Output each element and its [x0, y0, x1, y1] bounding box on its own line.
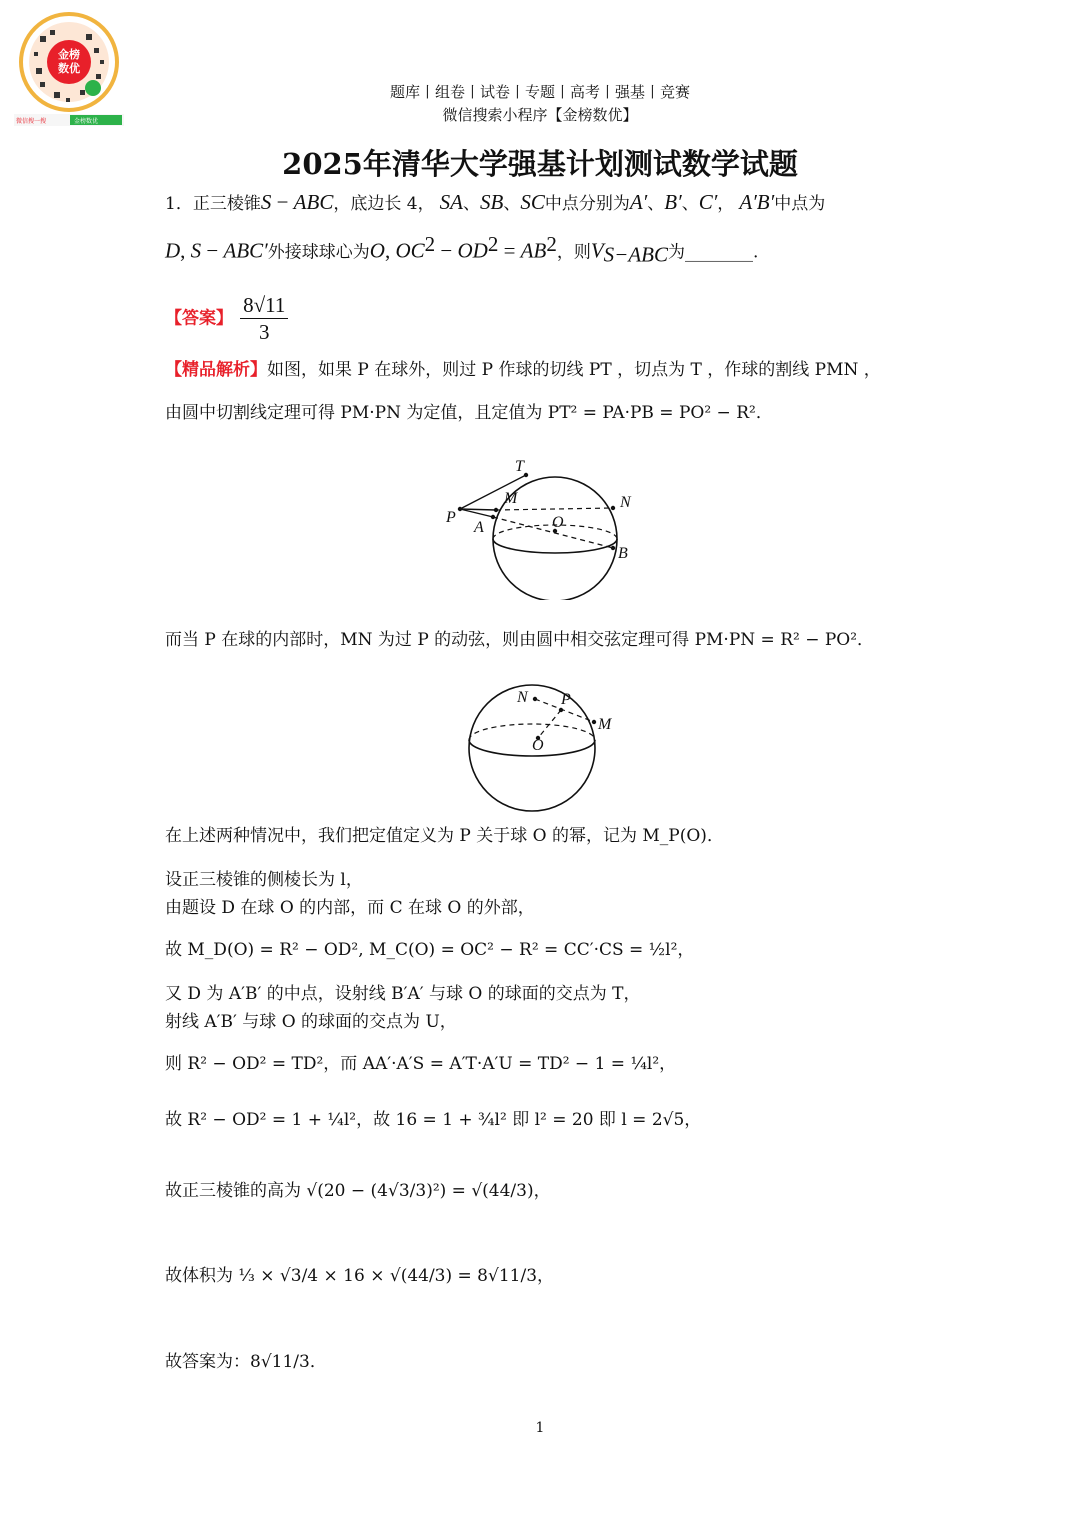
svg-text:数优: 数优 — [58, 62, 80, 75]
question-line-1: 1．正三棱锥S − ABC，底边长 4， SA、SB、SC中点分别为A′、B′、C′， A′B′中点为 — [165, 190, 826, 214]
svg-text:P: P — [446, 509, 456, 526]
analysis-line-13: 故体积为 ⅓ × √3/4 × 16 × √(44/3) = 8√11/3， — [165, 1266, 555, 1286]
nav-line: 题库丨组卷丨试卷丨专题丨高考丨强基丨竞赛 — [389, 83, 690, 101]
answer-label: 【答案】 — [165, 308, 233, 329]
svg-text:B: B — [618, 545, 628, 562]
svg-text:P: P — [561, 691, 571, 708]
analysis-label: 【精品解析】 — [165, 360, 267, 380]
svg-text:N: N — [620, 494, 631, 511]
analysis-line-1: 【精品解析】如图，如果 P 在球外，则过 P 作球的切线 PT ，切点为 T ，作球的割线 PMN ， — [165, 360, 881, 380]
svg-text:M: M — [504, 490, 518, 507]
analysis-line-8: 又 D 为 A′B′ 的中点，设射线 B′A′ 与球 O 的球面的交点为 T， — [165, 984, 641, 1004]
search-line: 微信搜索小程序【金榜数优】 — [442, 106, 638, 124]
figure-sphere-internal — [460, 672, 630, 824]
analysis-line-12: 故正三棱锥的高为 √(20 − (4√3/3)²) = √(44/3)， — [165, 1181, 551, 1201]
analysis-line-2: 由圆中切割线定理可得 PM·PN 为定值，且定值为 PT² = PA·PB = PO² − R²． — [165, 403, 773, 423]
svg-text:A: A — [474, 519, 484, 536]
analysis-line-5: 设正三棱锥的侧棱长为 l， — [165, 870, 363, 890]
analysis-line-4: 在上述两种情况中，我们把定值定义为 P 关于球 O 的幂，记为 M_P(O)． — [165, 826, 724, 846]
analysis-line-3: 而当 P 在球的内部时，MN 为过 P 的动弦，则由圆中相交弦定理可得 PM·PN = R² − PO²． — [165, 630, 875, 650]
page-title: 2025年清华大学强基计划测试数学试题 — [282, 147, 798, 181]
analysis-line-6: 由题设 D 在球 O 的内部，而 C 在球 O 的外部， — [165, 898, 535, 918]
analysis-line-9: 射线 A′B′ 与球 O 的球面的交点为 U， — [165, 1012, 457, 1032]
svg-text:微信搜一搜: 微信搜一搜 — [16, 118, 47, 125]
svg-text:金榜: 金榜 — [58, 48, 80, 61]
svg-text:T: T — [515, 458, 524, 475]
answer-row — [165, 292, 290, 346]
question-line-2: D, S − ABC′外接球球心为O, $OC^2 - OD^2 = AB^2$，则$V_{S-ABC}$为________. — [165, 232, 759, 267]
analysis-line-14: 故答案为：8√11/3． — [165, 1352, 327, 1372]
figure-sphere-external — [440, 455, 640, 600]
analysis-line-11: 故 R² − OD² = 1 + ¼l²，故 16 = 1 + ¾l² 即 l² = 20 即 l = 2√5， — [165, 1110, 702, 1130]
svg-text:O: O — [552, 514, 564, 531]
page-number: 1 — [535, 1420, 545, 1436]
answer-value: $\frac{8√11}{3}$ — [240, 292, 288, 346]
svg-text:M: M — [598, 716, 612, 733]
analysis-line-7: 故 M_D(O) = R² − OD², M_C(O) = OC² − R² = CC′·CS = ½l²， — [165, 940, 695, 960]
svg-text:N: N — [517, 689, 528, 706]
svg-text:金榜数优: 金榜数优 — [74, 118, 99, 125]
svg-text:O: O — [532, 737, 544, 754]
analysis-line-10: 则 R² − OD² = TD²，而 AA′·A′S = A′T·A′U = TD² − 1 = ¼l²， — [165, 1054, 677, 1074]
